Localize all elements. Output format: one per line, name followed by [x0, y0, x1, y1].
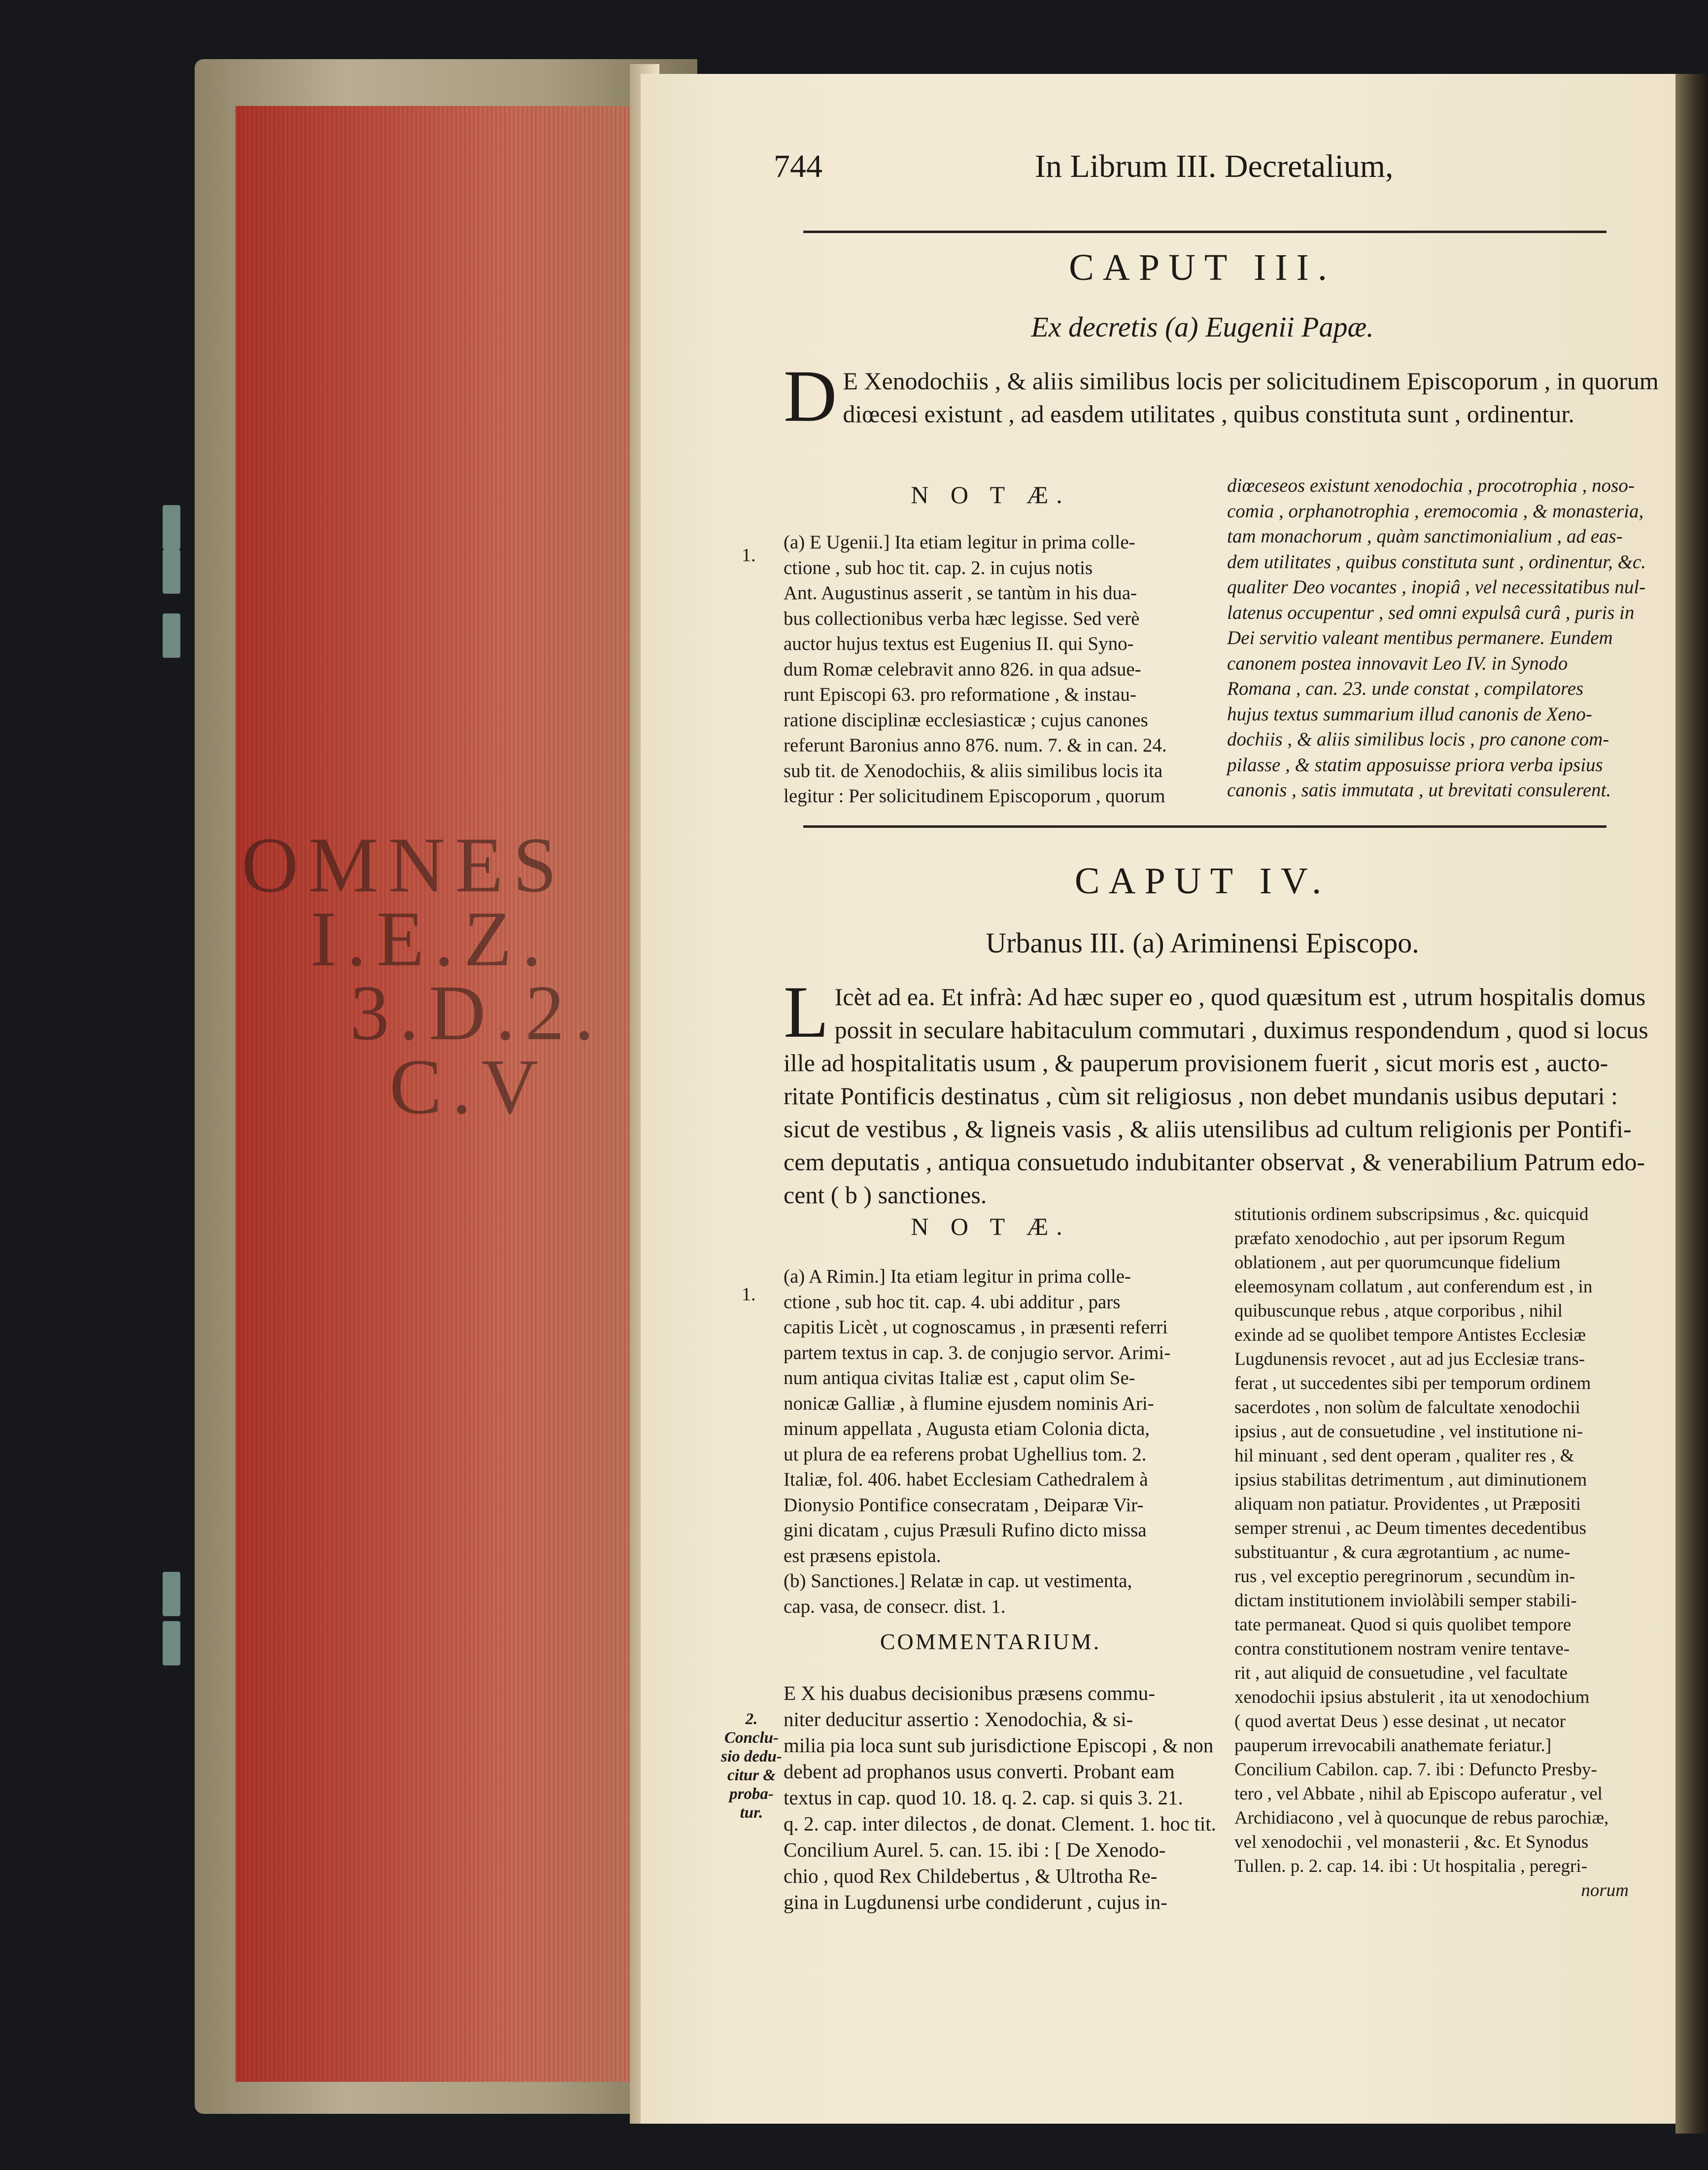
- marginal-note-line: tur.: [740, 1804, 763, 1822]
- notae-heading: N O T Æ.: [911, 481, 1070, 509]
- note-line: Dionysio Pontifice consecratam , Deiparæ Vir-: [784, 1494, 1144, 1516]
- commentary-line: xenodochii ipsius abstulerit , ita ut xenodochium: [1234, 1687, 1590, 1707]
- note-line: ctione , sub hoc tit. cap. 2. in cujus notis: [784, 557, 1093, 578]
- marginal-note-line: sio dedu-: [721, 1748, 782, 1765]
- note-line: nonicæ Galliæ , à flumine ejusdem nominis Ari-: [784, 1392, 1154, 1414]
- commentary-line: ipsius , aut de consuetudine , vel institutione ni-: [1234, 1422, 1583, 1442]
- note-line: capitis Licèt , ut cognoscamus , in præsenti referri: [784, 1317, 1168, 1338]
- commentary-line: chio , quod Rex Childebertus , & Ultrotha Re-: [784, 1865, 1158, 1887]
- commentary-line: Lugdunensis revocet , aut ad jus Ecclesiæ trans-: [1234, 1349, 1585, 1369]
- marginal-note-line: citur &: [727, 1766, 776, 1784]
- text-line: Icèt ad ea. Et infrà: Ad hæc super eo , quod quæsitum est , utrum hospitalis domus: [834, 983, 1646, 1011]
- note-line: Dei servitio valeant mentibus permanere. Eundem: [1227, 627, 1613, 648]
- head-rule: [803, 231, 1606, 233]
- marginal-note-line: proba-: [729, 1785, 774, 1803]
- marginal-number: 1.: [742, 1284, 756, 1305]
- note-line: dem utilitates , quibus constituta sunt , ordinentur, &c.: [1227, 551, 1646, 573]
- commentary-line: exinde ad se quolibet tempore Antistes Ecclesiæ: [1234, 1325, 1586, 1345]
- stamp-line: I.E.Z.: [310, 895, 551, 983]
- marginal-note-line: 2.: [745, 1710, 758, 1728]
- caput-source: Urbanus III. (a) Ariminensi Episcopo.: [986, 927, 1419, 959]
- commentary-line: ipsius stabilitas detrimentum , aut diminutionem: [1234, 1470, 1587, 1490]
- stamp-line: 3.D.2.: [350, 969, 604, 1056]
- note-line: canonis , satis immutata , ut brevitati consulerent.: [1227, 780, 1611, 801]
- commentary-line: norum: [1581, 1880, 1629, 1900]
- note-line: diœceseos existunt xenodochia , procotrophia , noso-: [1227, 475, 1635, 496]
- commentary-line: ferat , ut succedentes sibi per temporum ordinem: [1234, 1373, 1591, 1393]
- note-line: bus collectionibus verba hæc legisse. Sed verè: [784, 608, 1140, 629]
- notes-column-left: [784, 530, 1217, 809]
- commentary-line: pauperum irrevocabili anathemate feriatur.]: [1234, 1735, 1552, 1756]
- decretal-text: [784, 355, 1659, 437]
- commentary-line: gina in Lugdunensi urbe condiderunt , cujus in-: [784, 1891, 1167, 1913]
- notae-heading: N O T Æ.: [911, 1213, 1070, 1240]
- note-line: comia , orphanotrophia , eremocomia , & monasteria,: [1227, 500, 1644, 522]
- text-line: possit in seculare habitaculum commutari , duximus respondendum , quod si locus: [834, 1016, 1648, 1044]
- note-line: ratione disciplinæ ecclesiasticæ ; cujus canones: [784, 709, 1148, 731]
- commentary-line: stitutionis ordinem subscripsimus , &c. quicquid: [1234, 1204, 1589, 1224]
- note-line: (b) Sanctiones.] Relatæ in cap. ut vestimenta,: [784, 1570, 1132, 1592]
- library-stamp: [241, 821, 675, 1133]
- commentary-line: dictam institutionem inviolàbili semper stabili-: [1234, 1591, 1577, 1611]
- commentary-line: q. 2. cap. inter dilectos , de donat. Clement. 1. hoc tit.: [784, 1812, 1216, 1835]
- commentary-line: Archidiacono , vel à quocunque de rebus parochiæ,: [1234, 1808, 1609, 1828]
- note-line: ctione , sub hoc tit. cap. 4. ubi additur , pars: [784, 1291, 1121, 1313]
- note-line: minum appellata , Augusta etiam Colonia dicta,: [784, 1418, 1150, 1439]
- note-line: gini dicatam , cujus Præsuli Rufino dicto missa: [784, 1520, 1147, 1541]
- text-line: cent ( b ) sanctiones.: [784, 1181, 987, 1209]
- marginal-note: [717, 1710, 786, 1822]
- note-line: num antiqua civitas Italiæ est , caput olim Se-: [784, 1367, 1135, 1389]
- note-line: ut plura de ea referens probat Ughellius tom. 2.: [784, 1443, 1147, 1465]
- commentary-line: milia pia loca sunt sub jurisdictione Episcopi , & non: [784, 1734, 1214, 1757]
- marginal-note-line: Conclu-: [724, 1729, 779, 1747]
- note-line: Ant. Augustinus asserit , se tantùm in his dua-: [784, 582, 1137, 604]
- note-line: partem textus in cap. 3. de conjugio servor. Arimi-: [784, 1342, 1171, 1363]
- note-line: Romana , can. 23. unde constat , compilatores: [1227, 678, 1584, 699]
- commentary-line: debent ad prophanos usus converti. Probant eam: [784, 1760, 1175, 1783]
- note-line: auctor hujus textus est Eugenius II. qui Syno-: [784, 633, 1134, 654]
- text-line: sicut de vestibus , & ligneis vasis , & aliis utensilibus ad cultum religionis per Pontifi-: [784, 1115, 1632, 1143]
- text-line: ille ad hospitalitatis usum , & pauperum provisionem fuerit , sicut moris est , aucto-: [784, 1049, 1608, 1077]
- running-title: In Librum III. Decretalium,: [1035, 148, 1394, 184]
- clasp: [163, 1621, 180, 1665]
- note-line: qualiter Deo vocantes , inopiâ , vel necessitatibus nul-: [1227, 576, 1646, 598]
- stamp-line: C.V: [389, 1043, 548, 1130]
- caput-source: Ex decretis (a) Eugenii Papæ.: [1031, 311, 1374, 343]
- note-line: sub tit. de Xenodochiis, & aliis similibus locis ita: [784, 760, 1163, 781]
- commentary-line: eleemosynam collatum , aut conferendum est , in: [1234, 1277, 1593, 1297]
- commentary-line: præfato xenodochio , aut per ipsorum Regum: [1234, 1228, 1566, 1249]
- note-line: canonem postea innovavit Leo IV. in Synodo: [1227, 652, 1568, 674]
- commentary-line: Concilium Cabilon. cap. 7. ibi : Defuncto Presby-: [1234, 1760, 1597, 1780]
- commentary-line: rit , aut aliquid de consuetudine , vel facultate: [1234, 1663, 1568, 1683]
- caput-heading: CAPUT IV.: [1074, 860, 1331, 902]
- note-line: est præsens epistola.: [784, 1545, 941, 1566]
- commentary-line: tero , vel Abbate , nihil ab Episcopo auferatur , vel: [1234, 1784, 1603, 1804]
- clasp: [163, 549, 180, 594]
- caput-heading: CAPUT III.: [1069, 247, 1336, 288]
- commentary-line: Tullen. p. 2. cap. 14. ibi : Ut hospitalia , peregri-: [1234, 1856, 1587, 1876]
- text-line: ritate Pontificis destinatus , cùm sit religiosus , non debet mundanis usibus deputari :: [784, 1082, 1618, 1110]
- commentary-line: Concilium Aurel. 5. can. 15. ibi : [ De Xenodo-: [784, 1838, 1166, 1861]
- note-line: Italiæ, fol. 406. habet Ecclesiam Cathedralem à: [784, 1469, 1148, 1490]
- note-line: legitur : Per solicitudinem Episcoporum , quorum: [784, 785, 1165, 807]
- note-line: cap. vasa, de consecr. dist. 1.: [784, 1595, 1006, 1617]
- commentary-line: contra constitutionem nostram venire tentave-: [1234, 1639, 1570, 1659]
- commentary-line: aliquam non patiatur. Providentes , ut Præpositi: [1234, 1494, 1581, 1514]
- notes-column-left: [784, 1264, 1217, 1619]
- page-number: 744: [774, 148, 822, 184]
- text-line: cem deputatis , antiqua consuetudo indubitanter observat , & venerabilium Patrum edo-: [784, 1148, 1645, 1176]
- clasp: [163, 1572, 180, 1616]
- commentary-line: semper strenui , ac Deum timentes decedentibus: [1234, 1518, 1587, 1538]
- drop-cap: L: [784, 971, 829, 1053]
- stamp-line: OMNES: [241, 821, 567, 909]
- text-line: diœcesi existunt , ad easdem utilitates , quibus constituta sunt , ordinentur.: [843, 400, 1574, 428]
- commentary-line: oblationem , aut per quorumcunque fidelium: [1234, 1253, 1561, 1273]
- note-line: (a) A Rimin.] Ita etiam legitur in prima colle-: [784, 1266, 1131, 1287]
- commentary-line: tate permaneat. Quod si quis quolibet tempore: [1234, 1615, 1571, 1635]
- text-line: E Xenodochiis , & aliis similibus locis per solicitudinem Episcoporum , in quorum: [843, 367, 1659, 395]
- commentary-line: E X his duabus decisionibus præsens commu-: [784, 1682, 1155, 1704]
- drop-cap: D: [784, 355, 837, 437]
- note-line: dum Romæ celebravit anno 826. in qua adsue-: [784, 658, 1141, 680]
- note-line: runt Episcopi 63. pro reformatione , & instau-: [784, 684, 1136, 705]
- note-line: (a) E Ugenii.] Ita etiam legitur in prima colle-: [784, 532, 1135, 553]
- commentary-line: substituantur , & cura ægrotantium , ac nume-: [1234, 1542, 1571, 1562]
- facing-page-edge: [1675, 74, 1708, 2134]
- decretal-text: [784, 971, 1648, 1212]
- notes-column-right: [1227, 473, 1646, 803]
- commentary-line: sacerdotes , non solùm de falcultate xenodochii: [1234, 1397, 1580, 1418]
- commentary-column-right: [1234, 1202, 1629, 1902]
- commentary-line: niter deducitur assertio : Xenodochia, & si-: [784, 1708, 1133, 1730]
- commentary-line: quibuscunque rebus , atque corporibus , nihil: [1234, 1301, 1563, 1321]
- commentary-line: hil minuant , sed dent operam , qualiter res , &: [1234, 1446, 1574, 1466]
- commentary-line: ( quod avertat Deus ) esse desinat , ut necator: [1234, 1711, 1566, 1731]
- note-line: hujus textus summarium illud canonis de Xeno-: [1227, 703, 1592, 725]
- note-line: latenus occupentur , sed omni expulsâ curâ , puris in: [1227, 602, 1635, 623]
- note-line: pilasse , & statim apposuisse priora verba ipsius: [1227, 754, 1603, 776]
- note-line: dochiis , & aliis similibus locis , pro canone com-: [1227, 729, 1609, 750]
- commentarium-heading: COMMENTARIUM.: [880, 1629, 1101, 1654]
- section-rule: [803, 825, 1606, 828]
- clasp: [163, 613, 180, 658]
- marginal-number: 1.: [742, 545, 756, 566]
- commentary-column-left: [784, 1680, 1217, 1915]
- note-line: tam monachorum , quàm sanctimonialium , ad eas-: [1227, 526, 1623, 547]
- note-line: referunt Baronius anno 876. num. 7. & in can. 24.: [784, 735, 1167, 756]
- commentary-line: vel xenodochii , vel monasterii , &c. Et Synodus: [1234, 1832, 1589, 1852]
- clasp: [163, 505, 180, 549]
- commentary-line: textus in cap. quod 10. 18. q. 2. cap. si quis 3. 21.: [784, 1786, 1183, 1809]
- commentary-line: rus , vel exceptio peregrinorum , secundùm in-: [1234, 1566, 1575, 1587]
